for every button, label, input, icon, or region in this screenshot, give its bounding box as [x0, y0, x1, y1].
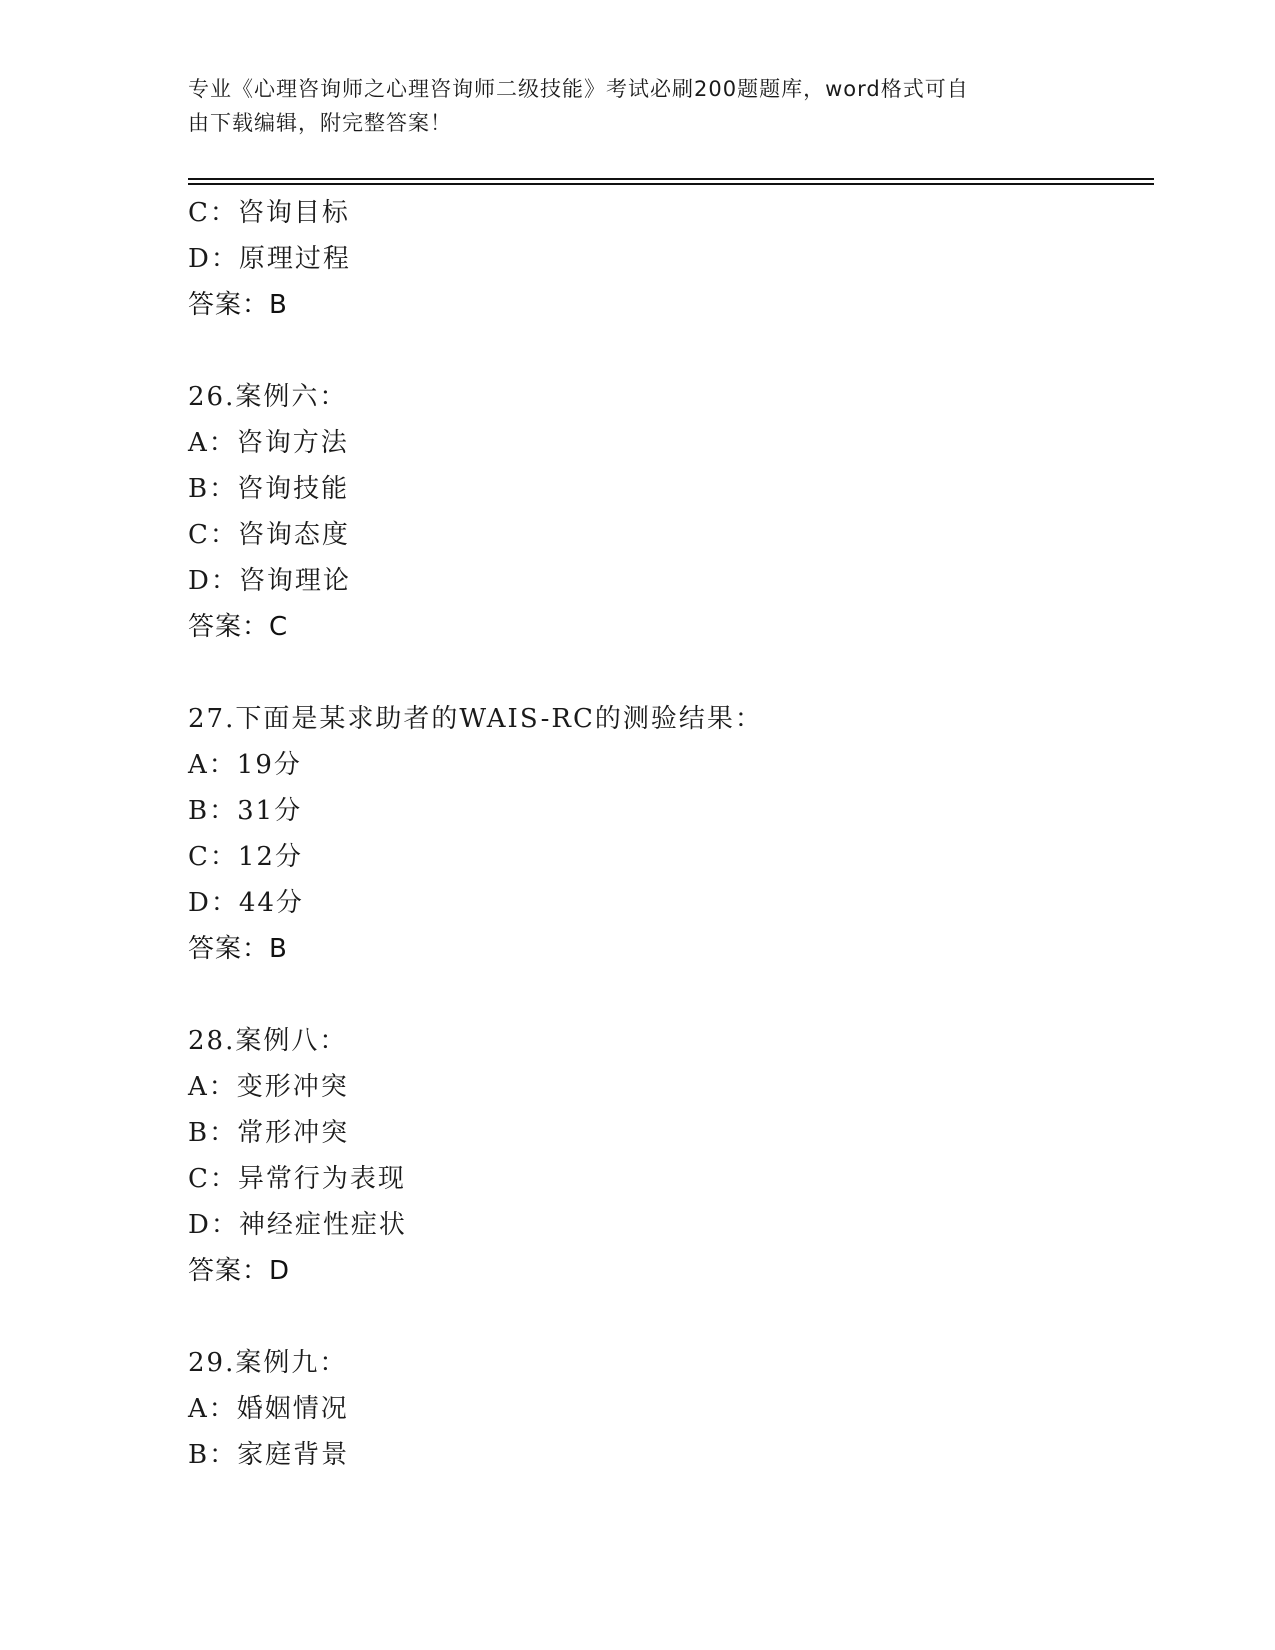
option-a: A：19分 [188, 750, 302, 780]
option-a: A：变形冲突 [188, 1072, 349, 1102]
question-title: 26.案例六： [188, 382, 348, 412]
question-28 [188, 1018, 1148, 1294]
answer-line: 答案：B [188, 290, 288, 320]
header-divider-top [188, 178, 1154, 180]
answer-line: 答案：D [188, 1256, 291, 1286]
option-b: B：咨询技能 [188, 474, 350, 504]
header-divider-bottom [188, 183, 1154, 185]
spacer [188, 1294, 1148, 1340]
question-list [188, 190, 1148, 1478]
option-b: B：家庭背景 [188, 1440, 350, 1470]
carryover-question [188, 190, 1148, 328]
header-line-1: 专业《心理咨询师之心理咨询师二级技能》考试必刷200题题库，word格式可自 [188, 77, 969, 101]
option-a: A：咨询方法 [188, 428, 349, 458]
answer-line: 答案：C [188, 612, 289, 642]
question-title: 27.下面是某求助者的WAIS-RC的测验结果： [188, 704, 763, 734]
option-c: C：咨询态度 [188, 520, 350, 550]
answer-line: 答案：B [188, 934, 288, 964]
option-d: D：神经症性症状 [188, 1210, 407, 1240]
option-d: D：原理过程 [188, 244, 351, 274]
header-line-2: 由下载编辑，附完整答案！ [188, 111, 452, 135]
option-a: A：婚姻情况 [188, 1394, 349, 1424]
question-title: 29.案例九： [188, 1348, 348, 1378]
option-c: C：咨询目标 [188, 198, 350, 228]
option-b: B：常形冲突 [188, 1118, 350, 1148]
question-27 [188, 696, 1148, 972]
option-c: C：12分 [188, 842, 303, 872]
option-d: D：44分 [188, 888, 304, 918]
document-header [188, 72, 1068, 140]
question-title: 28.案例八： [188, 1026, 348, 1056]
question-29 [188, 1340, 1148, 1478]
question-26 [188, 374, 1148, 650]
spacer [188, 972, 1148, 1018]
spacer [188, 650, 1148, 696]
option-d: D：咨询理论 [188, 566, 351, 596]
option-b: B：31分 [188, 796, 303, 826]
option-c: C：异常行为表现 [188, 1164, 406, 1194]
spacer [188, 328, 1148, 374]
